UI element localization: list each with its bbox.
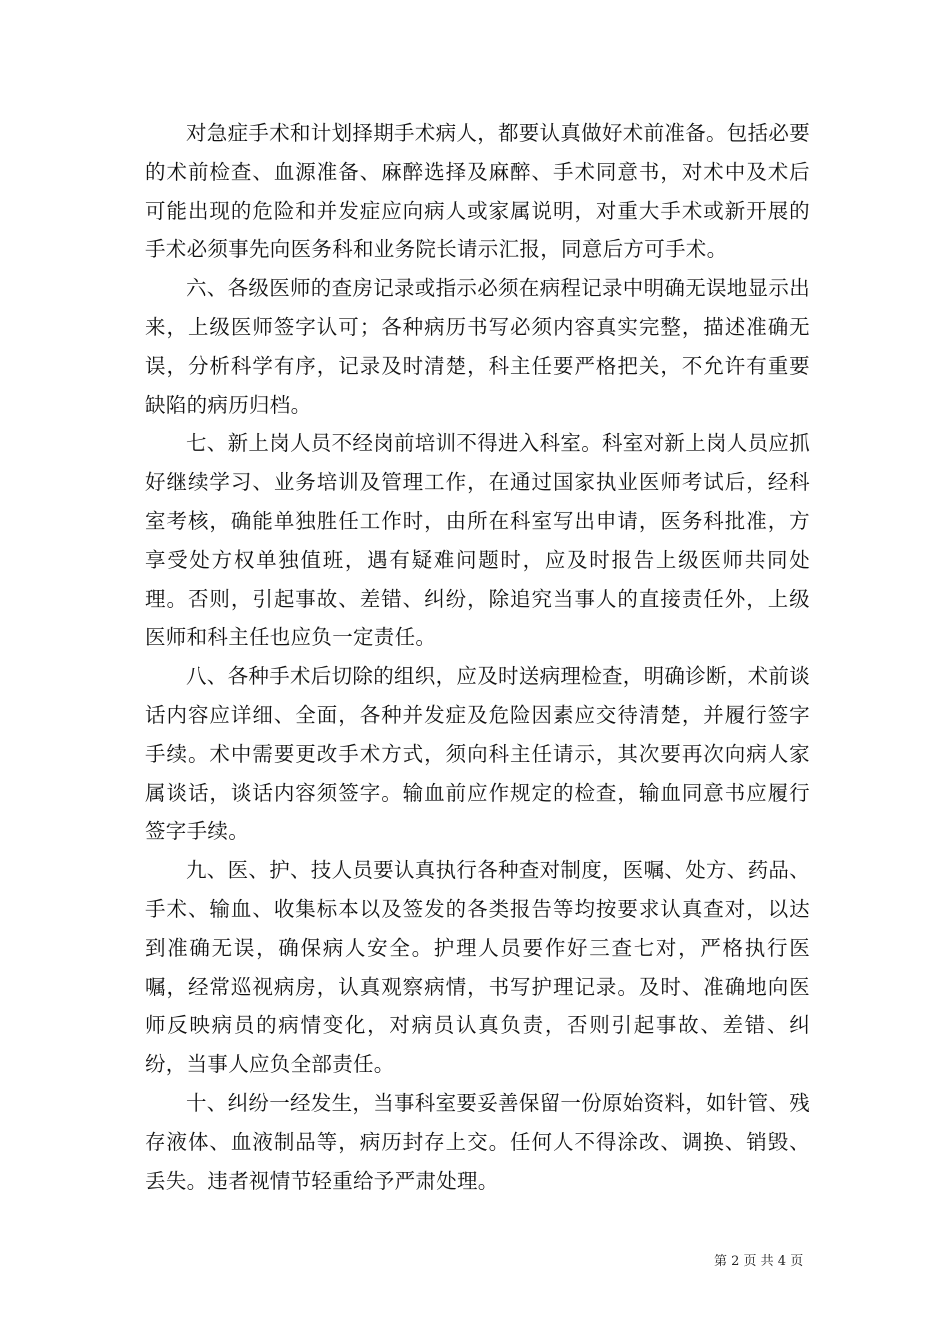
paragraph-six-ward-round-records: 六、各级医师的查房记录或指示必须在病程记录中明确无误地显示出来，上级医师签字认可；各种病历书写必须内容真实完整，描述准确无误，分析科学有序，记录及时清楚，科主任要严格把关，不允许有重要缺陷的病历归档。 [145, 276, 810, 417]
paragraph-ten-dispute-handling: 十、纠纷一经发生，当事科室要妥善保留一份原始资料，如针管、残存液体、血液制品等，病历封存上交。任何人不得涂改、调换、销毁、丢失。违者视情节轻重给予严肃处理。 [145, 1090, 810, 1193]
paragraph-eight-pathology-consent: 八、各种手术后切除的组织，应及时送病理检查，明确诊断，术前谈话内容应详细、全面，各种并发症及危险因素应交待清楚，并履行签字手续。术中需要更改手术方式，须向科主任请示，其次要再次向病人家属谈话，谈话内容须签字。输血前应作规定的检查，输血同意书应履行签字手续。 [145, 664, 810, 844]
paragraph-preoperative-preparation: 对急症手术和计划择期手术病人，都要认真做好术前准备。包括必要的术前检查、血源准备、麻醉选择及麻醉、手术同意书，对术中及术后可能出现的危险和并发症应向病人或家属说明，对重大手术或新开展的手术必须事先向医务科和业务院长请示汇报，同意后方可手术。 [145, 121, 810, 262]
paragraph-seven-new-staff-training: 七、新上岗人员不经岗前培训不得进入科室。科室对新上岗人员应抓好继续学习、业务培训及管理工作，在通过国家执业医师考试后，经科室考核，确能单独胜任工作时，由所在科室写出申请，医务科批准，方享受处方权单独值班，遇有疑难问题时，应及时报告上级医师共同处理。否则，引起事故、差错、纠纷，除追究当事人的直接责任外，上级医师和科主任也应负一定责任。 [145, 431, 810, 650]
paragraph-nine-verification-system: 九、医、护、技人员要认真执行各种查对制度，医嘱、处方、药品、手术、输血、收集标本以及签发的各类报告等均按要求认真查对，以达到准确无误，确保病人安全。护理人员要作好三查七对，严格执行医嘱，经常巡视病房，认真观察病情，书写护理记录。及时、准确地向医师反映病员的病情变化，对病员认真负责，否则引起事故、差错、纠纷，当事人应负全部责任。 [145, 858, 810, 1077]
page-number-footer: 第 2 页 共 4 页 [714, 1254, 804, 1269]
document-body [145, 114, 810, 1200]
